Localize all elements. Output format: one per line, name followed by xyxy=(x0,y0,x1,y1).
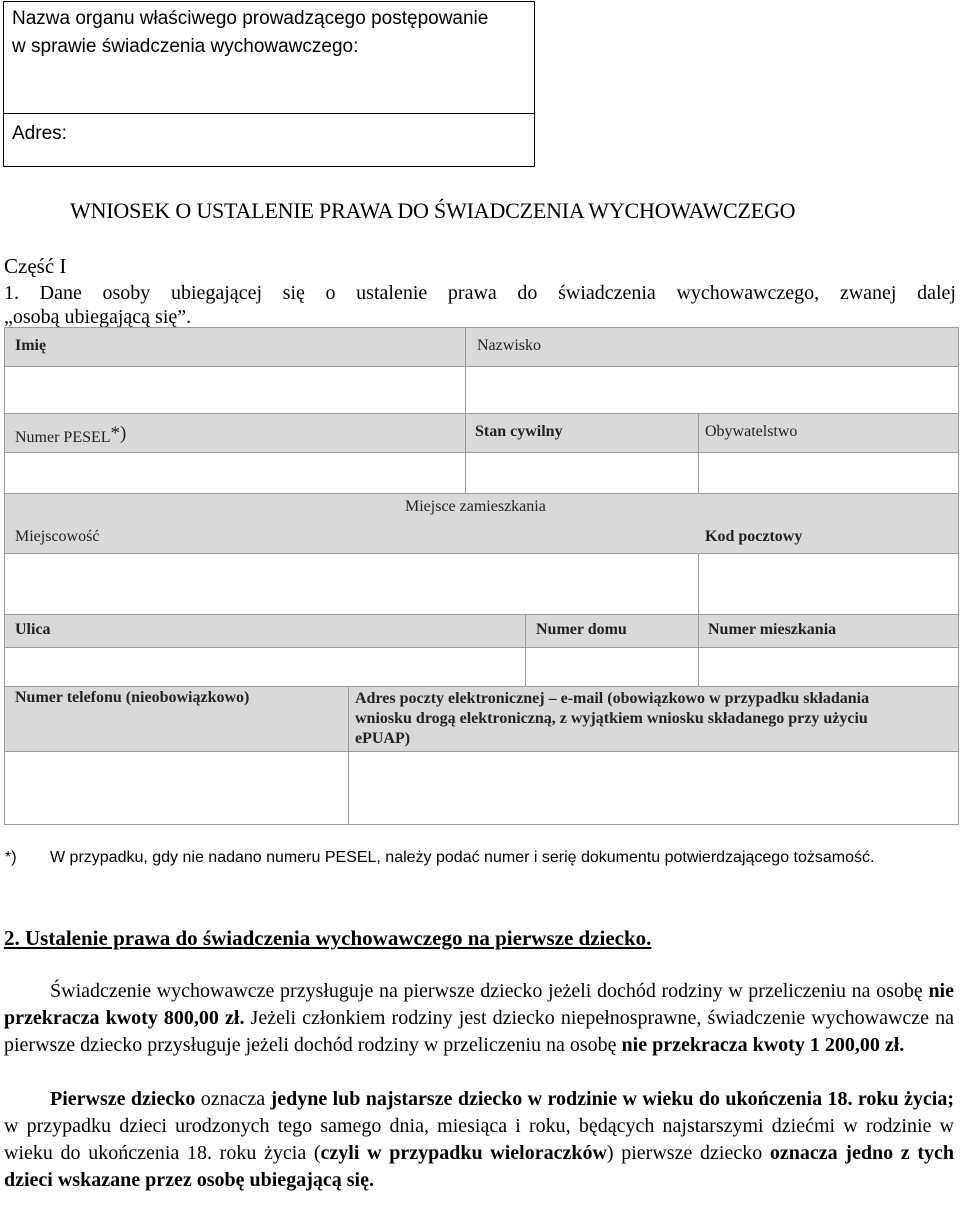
city-field[interactable] xyxy=(5,554,698,614)
personal-data-table xyxy=(4,327,959,825)
marital-status-label: Stan cywilny xyxy=(475,423,563,440)
section2-heading: 2. Ustalenie prawa do świadczenia wychowawczego na pierwsze dziecko. xyxy=(4,926,652,950)
email-field[interactable] xyxy=(349,752,958,824)
p2-choice: oznacza jedno z tych dzieci wskazane przez osobę ubiegającą się. xyxy=(4,1142,954,1191)
pesel-label-text: Numer PESEL xyxy=(15,429,111,446)
address-label: Adres: xyxy=(12,123,67,144)
p1-text-b: Jeżeli członkiem rodziny jest dziecko niepełnosprawne, świadczenie wychowawcze na pierwsze dziecko przysługuje jeżeli dochód rodziny w przeliczeniu na osobę xyxy=(4,1007,954,1056)
section2-paragraph-1 xyxy=(4,978,954,1059)
p2-text-b: w przypadku dzieci urodzonych tego samego dnia, miesiąca i roku, będących najstarszymi dziećmi w rodzinie w wieku do ukończenia 18. roku życia ( xyxy=(4,1115,954,1164)
house-number-label: Numer domu xyxy=(536,621,627,638)
row2-rule xyxy=(5,452,958,453)
phone-field[interactable] xyxy=(5,752,348,824)
postal-code-field[interactable] xyxy=(699,554,958,614)
pesel-field[interactable] xyxy=(5,453,465,494)
p2-text-c: ) pierwsze dziecko xyxy=(606,1142,770,1164)
section2-paragraph-2 xyxy=(4,1086,954,1194)
p1-text-a: Świadczenie wychowawcze przysługuje na pierwsze dziecko jeżeli dochód rodziny w przeliczeniu na osobę xyxy=(50,980,929,1002)
house-number-field[interactable] xyxy=(526,648,698,686)
section1-heading: 1. Dane osoby ubiegającej się o ustalenie prawa do świadczenia wychowawczego, zwanej dalej xyxy=(4,282,956,304)
row4-rule xyxy=(5,647,958,648)
part-heading: Część I xyxy=(4,254,67,278)
row1-rule xyxy=(5,366,958,367)
postal-code-label: Kod pocztowy xyxy=(705,528,803,545)
p1-limit-1200: nie przekracza kwoty 1 200,00 zł. xyxy=(621,1034,905,1056)
section1-heading-cont: „osobą ubiegającą się”. xyxy=(4,306,192,328)
form-title: WNIOSEK O USTALENIE PRAWA DO ŚWIADCZENIA WYCHOWAWCZEGO xyxy=(70,198,796,223)
p2-multiples: czyli w przypadku wieloraczków xyxy=(320,1142,607,1164)
authority-name-label-cont: w sprawie świadczenia wychowawczego: xyxy=(12,36,359,57)
p2-definition: jedyne lub najstarsze dziecko w rodzinie w wieku do ukończenia 18. roku życia; xyxy=(270,1088,954,1110)
citizenship-field[interactable] xyxy=(699,453,958,494)
pesel-footnote-mark: *) xyxy=(110,423,127,444)
city-label: Miejscowość xyxy=(15,528,100,545)
first-name-label: Imię xyxy=(15,337,47,354)
authority-name-label: Nazwa organu właściwego prowadzącego postępowanie xyxy=(12,8,489,29)
residence-label: Miejsce zamieszkania xyxy=(405,498,546,515)
pesel-label xyxy=(15,424,126,448)
authority-box-divider xyxy=(4,113,534,114)
row3-sep xyxy=(698,554,699,614)
phone-label: Numer telefonu (nieobowiązkowo) xyxy=(15,689,250,706)
email-label-cont2: ePUAP) xyxy=(355,730,411,747)
email-label: Adres poczty elektronicznej – e-mail (obowiązkowo w przypadku składania xyxy=(355,690,870,707)
p2-term: Pierwsze dziecko xyxy=(50,1088,196,1110)
street-label: Ulica xyxy=(15,621,51,638)
street-field[interactable] xyxy=(5,648,525,686)
marital-status-field[interactable] xyxy=(466,453,698,494)
last-name-field[interactable] xyxy=(466,366,958,413)
flat-number-field[interactable] xyxy=(699,648,958,686)
row5-rule xyxy=(5,751,958,752)
last-name-label: Nazwisko xyxy=(477,337,541,354)
p1-limit-800: nie przekracza kwoty 800,00 zł. xyxy=(4,980,954,1029)
citizenship-label: Obywatelstwo xyxy=(705,423,798,440)
flat-number-label: Numer mieszkania xyxy=(708,621,837,638)
footnote-text: W przypadku, gdy nie nadano numeru PESEL, należy podać numer i serię dokumentu potwierdzającego tożsamość. xyxy=(50,849,875,866)
p2-text-a: oznacza xyxy=(195,1088,271,1110)
authority-box xyxy=(3,1,535,167)
email-label-cont1: wniosku drogą elektroniczną, z wyjątkiem wniosku składanego przy użyciu xyxy=(355,710,868,727)
row3-rule xyxy=(5,553,958,554)
first-name-field[interactable] xyxy=(5,366,465,413)
footnote-mark: *) xyxy=(5,849,17,866)
